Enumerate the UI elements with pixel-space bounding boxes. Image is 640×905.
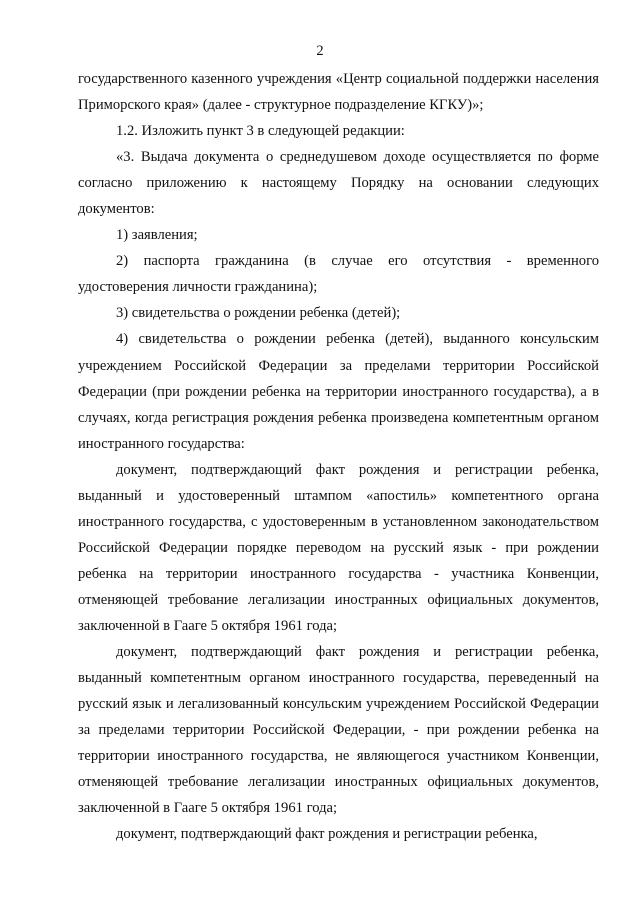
paragraph-legalized-document: документ, подтверждающий факт рождения и регистрации ребенка, выданный компетентным органом иностранного государства, переведенный на русский язык и легализованный консульским учреждением Российской Федерации за пределами территории Российской Федерации, - при рождении ребенка на территории иностранного государства, не являющегося участником Конвенции, отменяющей требование легализации иностранных официальных документов, заключенной в Гааге 5 октября 1961 года; bbox=[78, 644, 599, 817]
paragraph-clause-1-2: 1.2. Изложить пункт 3 в следующей редакции: bbox=[116, 123, 405, 140]
document-body bbox=[78, 66, 599, 847]
paragraph-continuation: государственного казенного учреждения «Центр социальной поддержки населения Приморского края» (далее - структурное подразделение КГКУ)»; bbox=[78, 71, 599, 114]
list-item-passport: 2) паспорта гражданина (в случае его отсутствия - временного удостоверения личности гражданина); bbox=[78, 253, 599, 296]
paragraph-truncated-document: документ, подтверждающий факт рождения и регистрации ребенка, bbox=[116, 826, 538, 843]
list-item-consular-birth-certificate: 4) свидетельства о рождении ребенка (детей), выданного консульским учреждением Российской Федерации за пределами территории Российской Федерации (при рождении ребенка на территории иностранного государства), а в случаях, когда регистрация рождения ребенка произведена компетентным органом иностранного государства: bbox=[78, 331, 599, 452]
page-number: 2 bbox=[316, 43, 324, 59]
paragraph-apostille-document: документ, подтверждающий факт рождения и регистрации ребенка, выданный и удостоверенный штампом «апостиль» компетентного органа иностранного государства, с удостоверенным в установленном законодательством Российской Федерации порядке переводом на русский язык - при рождении ребенка на территории иностранного государства - участника Конвенции, отменяющей требование легализации иностранных официальных документов, заключенной в Гааге 5 октября 1961 года; bbox=[78, 461, 599, 634]
list-item-application: 1) заявления; bbox=[116, 227, 198, 244]
list-item-birth-certificate: 3) свидетельства о рождении ребенка (детей); bbox=[116, 305, 401, 322]
paragraph-item-3: «3. Выдача документа о среднедушевом доходе осуществляется по форме согласно приложению к настоящему Порядку на основании следующих документов: bbox=[78, 149, 599, 218]
